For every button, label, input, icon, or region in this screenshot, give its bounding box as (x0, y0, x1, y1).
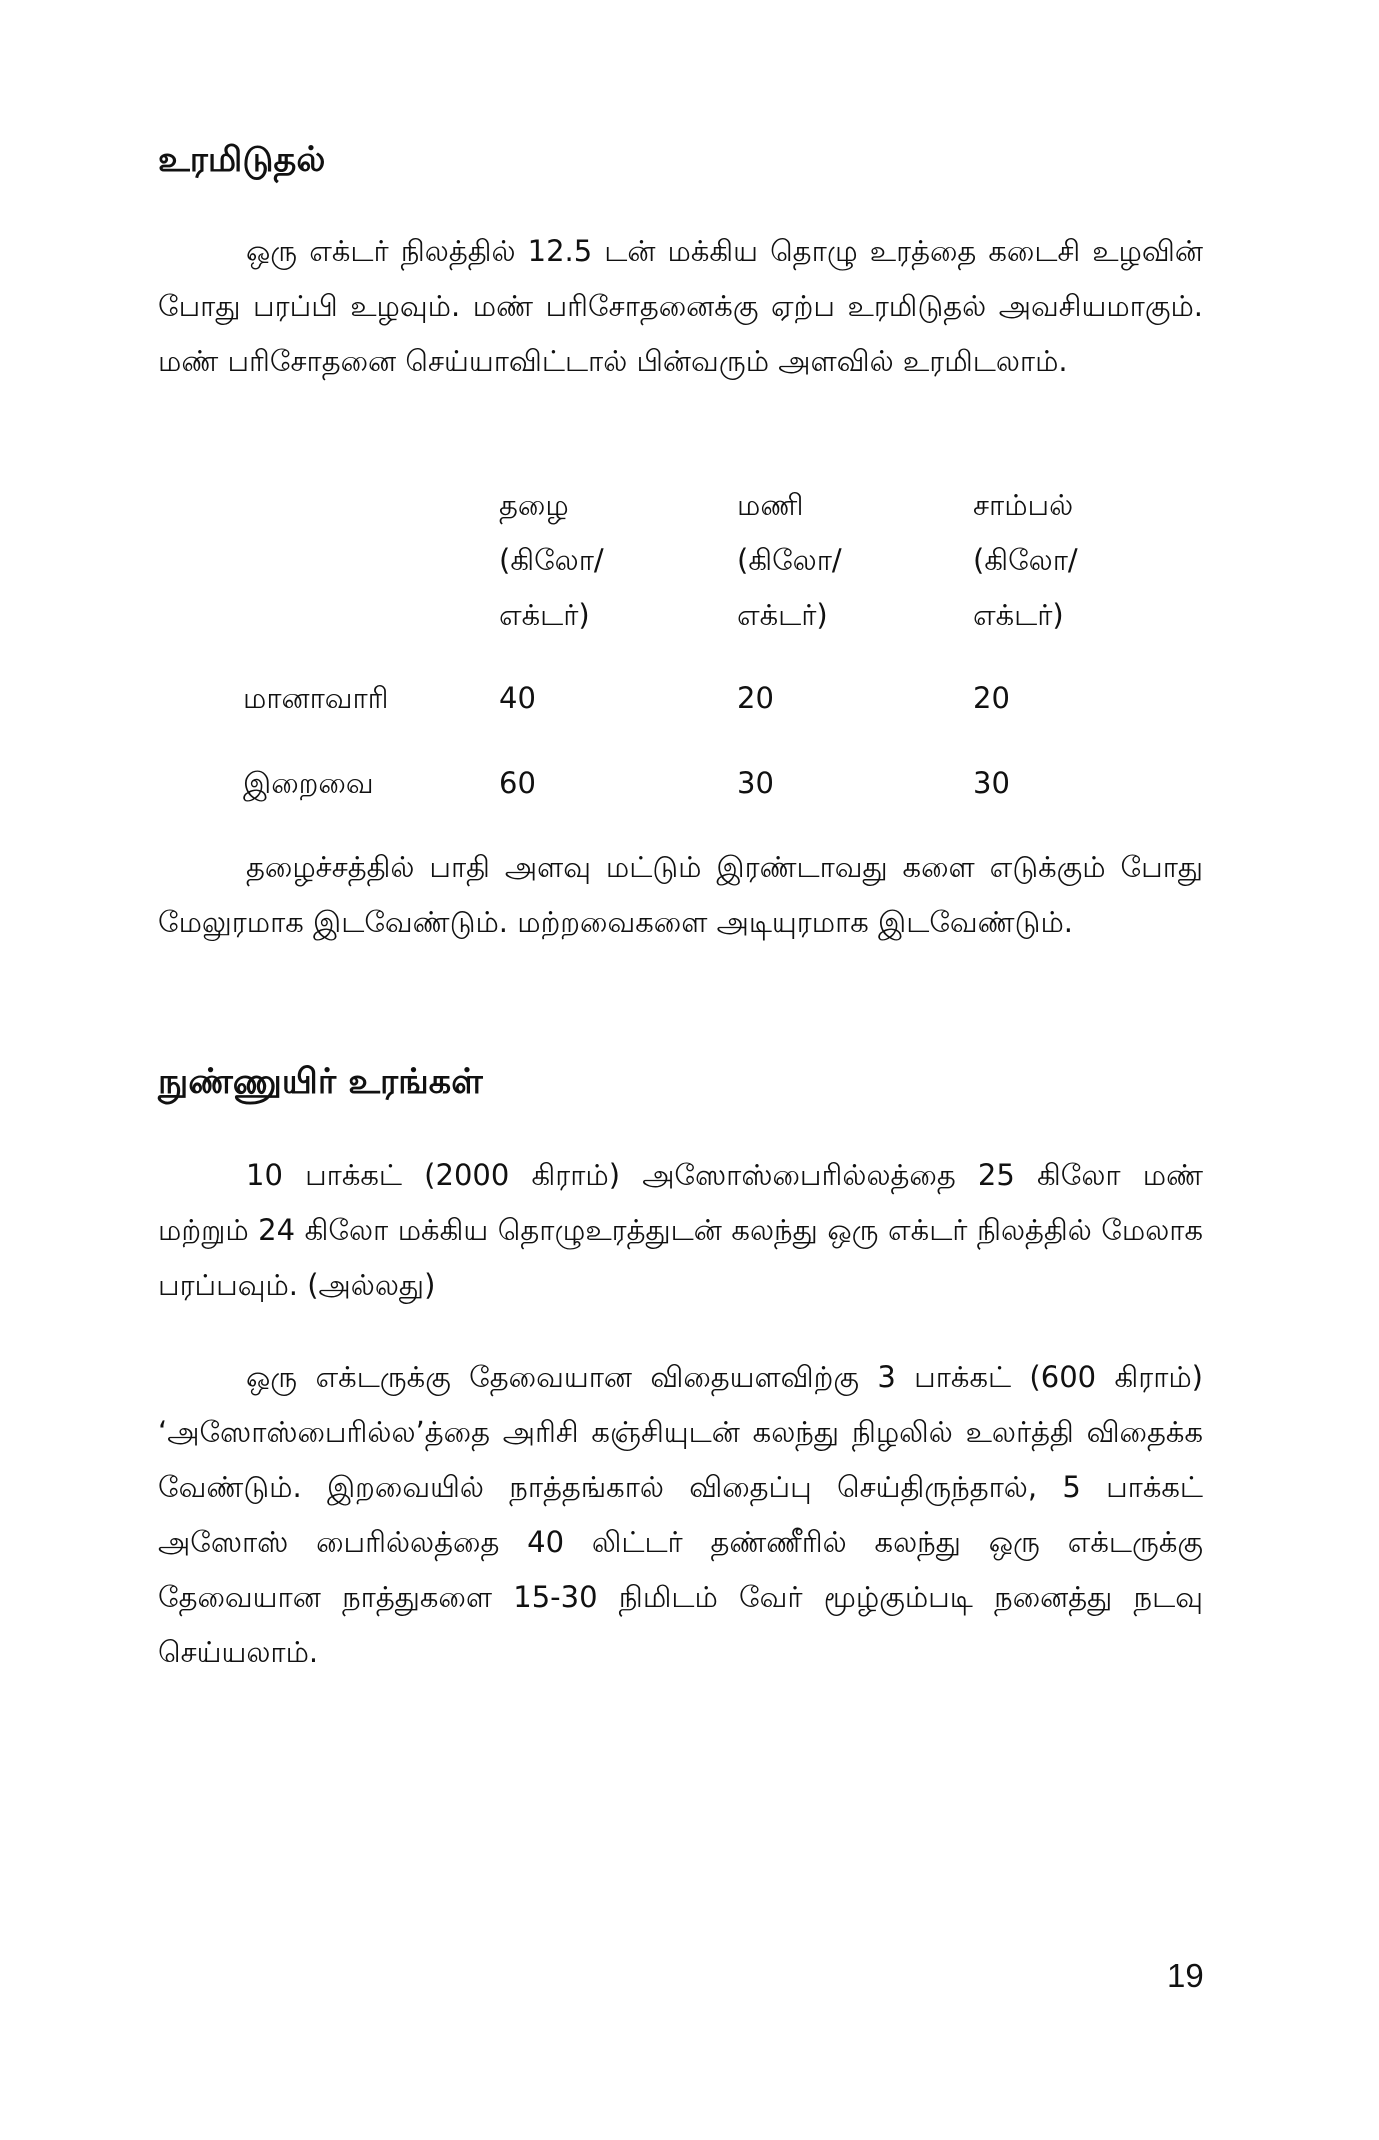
biofertilizer-paragraph-1: 10 பாக்கட் (2000 கிராம்) அஸோஸ்பைரில்லத்தை 25 கிலோ மண் மற்றும் 24 கிலோ மக்கிய தொழுஉரத்துடன் கலந்து ஒரு எக்டர் நிலத்தில் மேலாக பரப்பவும். (அல்லது) (158, 1158, 1203, 1302)
table-header-potassium: சாம்பல் (கிலோ/ எக்டர்) (973, 488, 1078, 632)
table-row-label-rainfed: மானாவாரி (243, 681, 389, 715)
note-paragraph: தழைச்சத்தில் பாதி அளவு மட்டும் இரண்டாவது களை எடுக்கும் போது மேலுரமாக இடவேண்டும். மற்றவைகளை அடியுரமாக இடவேண்டும். (158, 850, 1203, 939)
table-cell: 30 (737, 766, 774, 800)
table-header-nitrogen: தழை (கிலோ/ எக்டர்) (499, 488, 604, 632)
table-cell: 30 (973, 766, 1010, 800)
intro-paragraph: ஒரு எக்டர் நிலத்தில் 12.5 டன் மக்கிய தொழு உரத்தை கடைசி உழவின் போது பரப்பி உழவும். மண் பரிசோதனைக்கு ஏற்ப உரமிடுதல் அவசியமாகும். மண் பரிசோதனை செய்யாவிட்டால் பின்வரும் அளவில் உரமிடலாம். (158, 234, 1203, 378)
table-cell: 20 (973, 681, 1010, 715)
table-cell: 60 (499, 766, 536, 800)
section-heading-fertilizer: உரமிடுதல் (158, 140, 326, 180)
table-cell: 20 (737, 681, 774, 715)
table-header-phosphorus: மணி (கிலோ/ எக்டர்) (737, 488, 842, 632)
biofertilizer-paragraph-2: ஒரு எக்டருக்கு தேவையான விதையளவிற்கு 3 பாக்கட் (600 கிராம்) ‘அஸோஸ்பைரில்ல’த்தை அரிசி கஞ்சியுடன் கலந்து நிழலில் உலர்த்தி விதைக்க வேண்டும். இறவையில் நாத்தங்கால் விதைப்பு செய்திருந்தால், 5 பாக்கட் அஸோஸ் பைரில்லத்தை 40 லிட்டர் தண்ணீரில் கலந்து ஒரு எக்டருக்கு தேவையான நாத்துகளை 15-30 நிமிடம் வேர் மூழ்கும்படி நனைத்து நடவு செய்யலாம். (158, 1360, 1203, 1669)
page-number: 19 (1167, 1957, 1204, 1994)
table-cell: 40 (499, 681, 536, 715)
section-heading-biofertilizers: நுண்ணுயிர் உரங்கள் (158, 1062, 483, 1102)
table-row-label-irrigated: இறைவை (243, 766, 374, 800)
